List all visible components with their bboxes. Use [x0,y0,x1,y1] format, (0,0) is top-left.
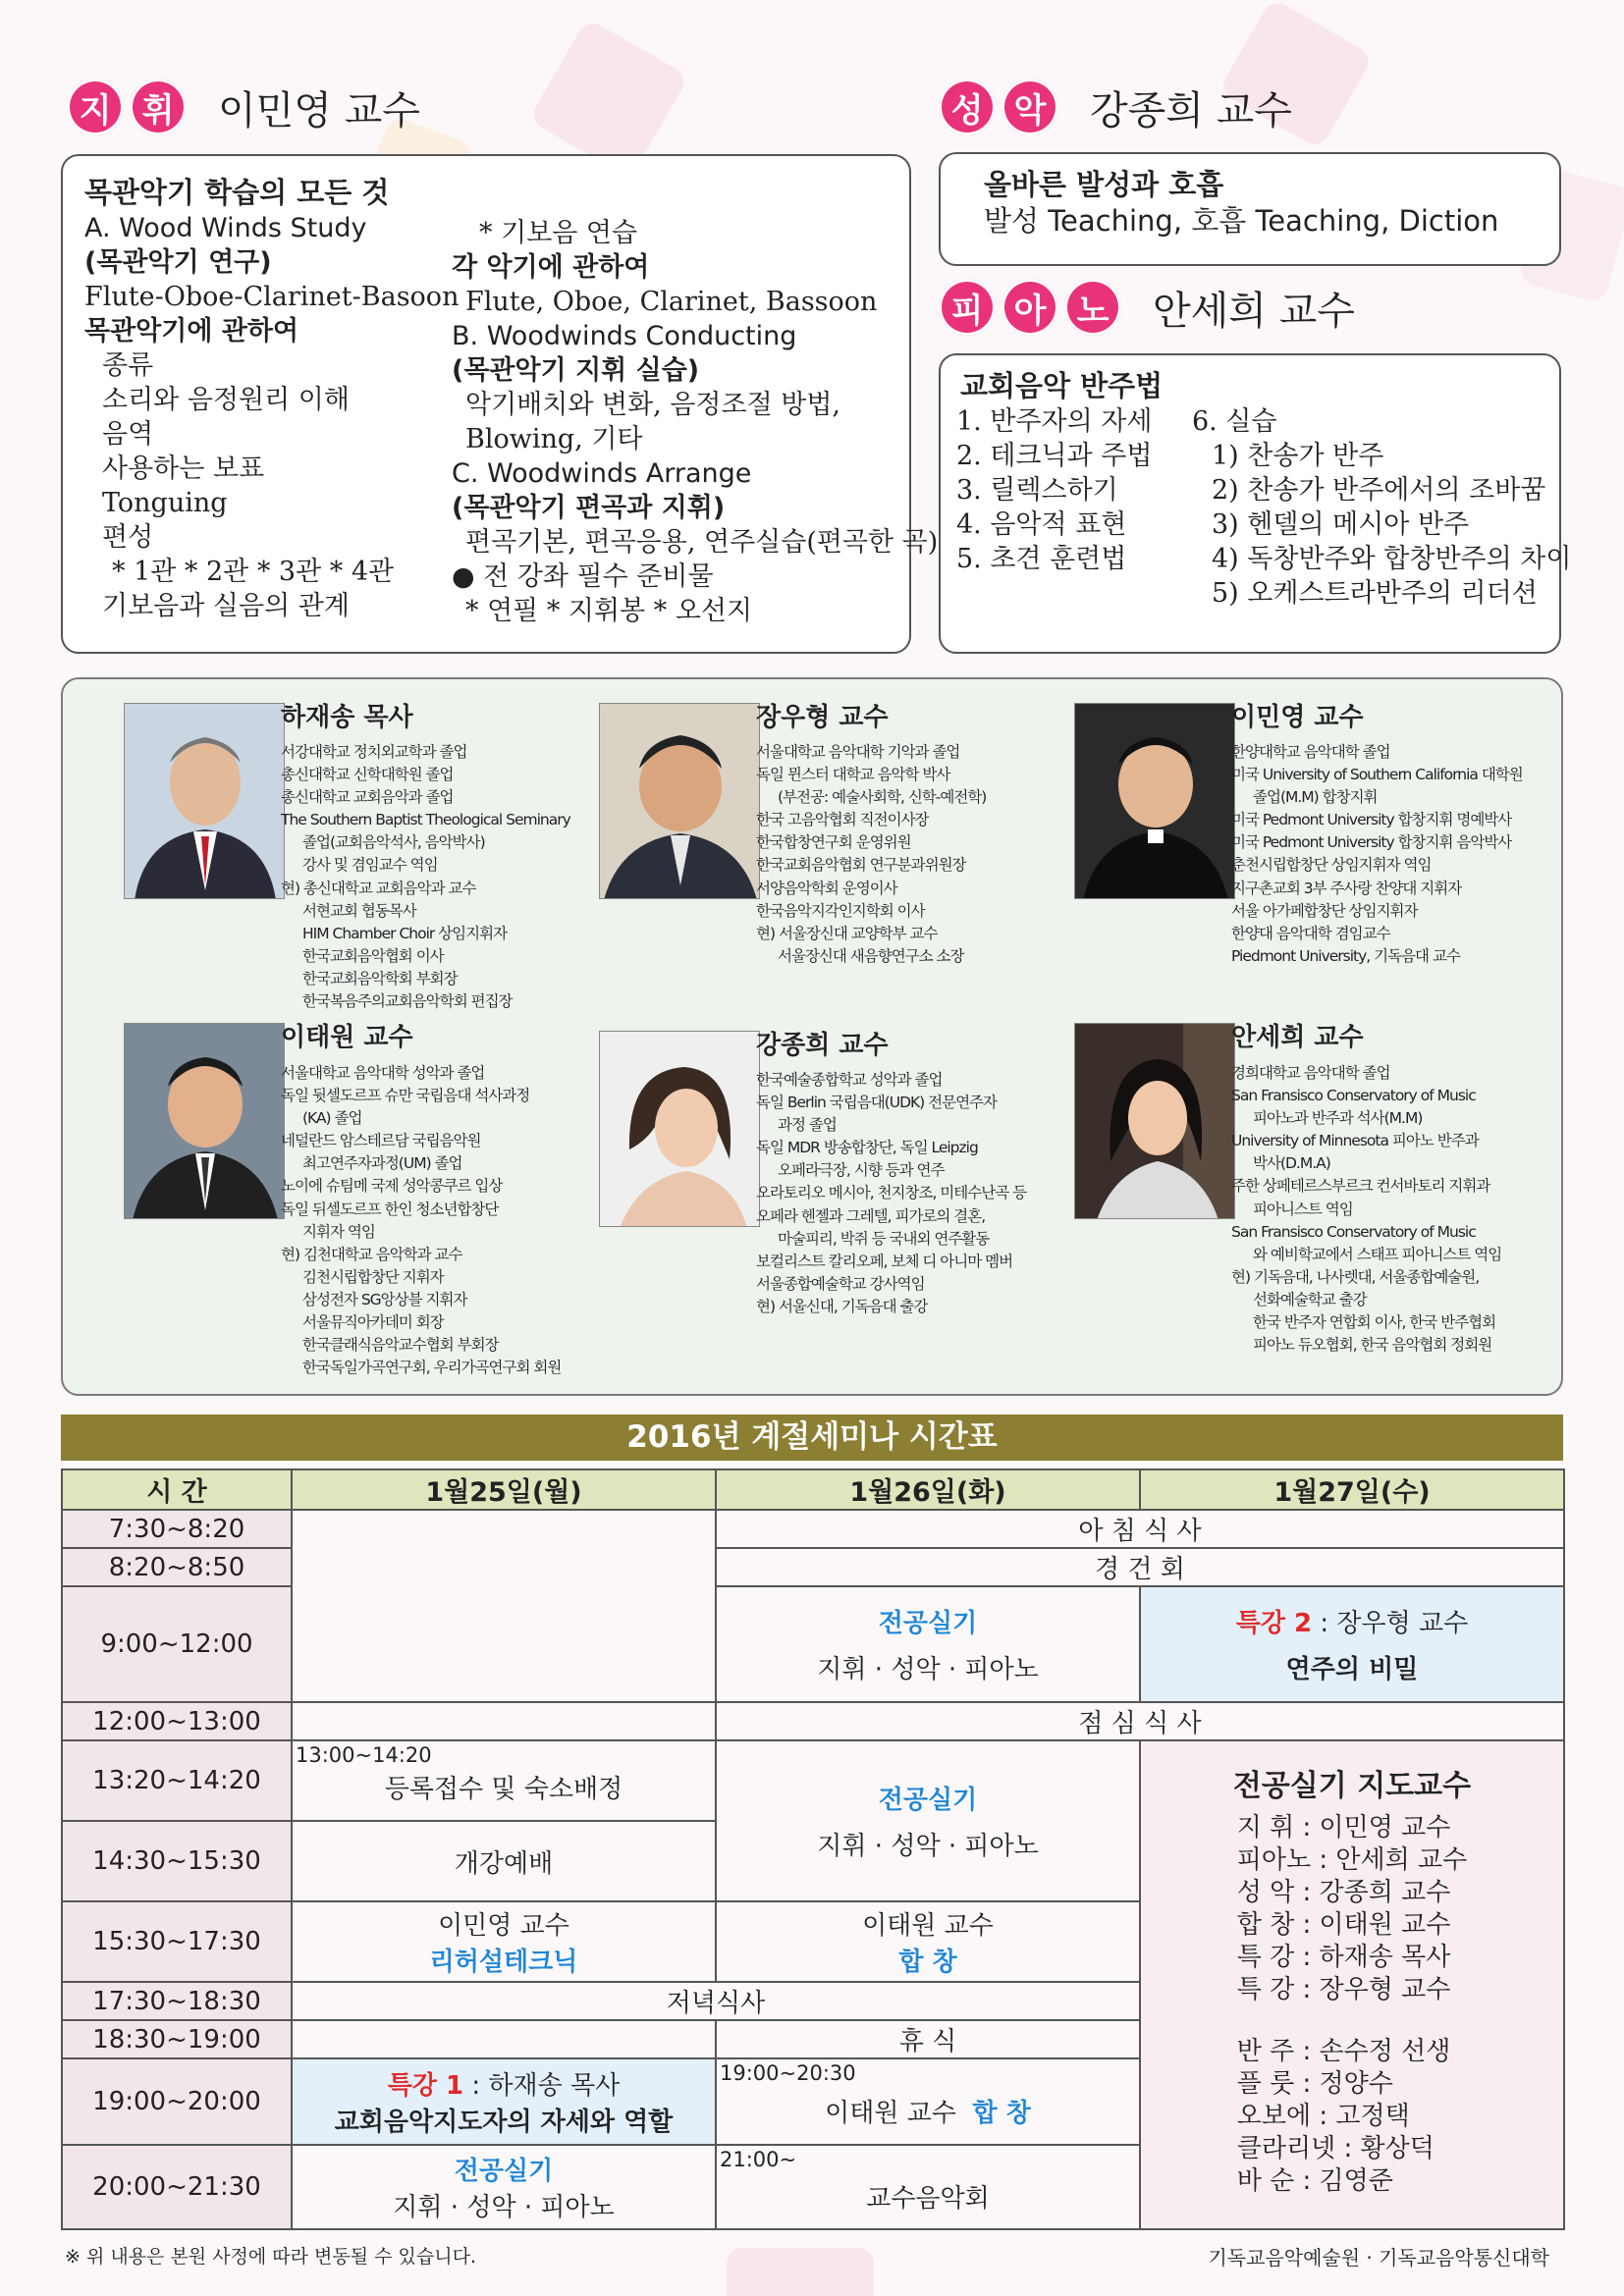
bio-line: 미국 University of Southern California 대학원 [1231,766,1523,784]
curriculum-line: Flute, Oboe, Clarinet, Bassoon [465,287,878,317]
piano-line: 5. 초견 훈련법 [956,544,1127,574]
header-char: 휘 [130,79,187,135]
rest-cell: 휴 식 [716,2020,1140,2058]
bio-line: 선화예술학교 출강 [1253,1290,1367,1308]
time-cell: 13:20~14:20 [62,1740,292,1821]
vocal-instructor: 강종희 교수 [1090,87,1292,133]
vocal-line: 발성 Teaching, 호흡 Teaching, Diction [984,204,1499,238]
faculty-list-title: 전공실기 지도교수 [1232,1769,1472,1803]
instructor-profiles [61,677,1563,1396]
bio-line: San Fransisco Conservatory of Music [1231,1087,1476,1105]
piano-line: 3. 릴렉스하기 [956,475,1118,506]
bio-line: 오페라극장, 시향 등과 연주 [778,1161,945,1180]
curriculum-line: (목관악기 연구) [84,247,272,278]
header-char: 지 [67,79,124,135]
opening-worship-cell: 개강예배 [292,1821,716,1901]
bio-line: 노이에 슈팀메 국제 성악콩쿠르 입상 [281,1177,503,1196]
column-header: 1월26일(화) [716,1469,1140,1510]
bio-line: 와 예비학교에서 스태프 피아니스트 역임 [1253,1245,1502,1263]
curriculum-line: Blowing, 기타 [465,424,643,454]
portrait-photo [124,703,285,899]
time-cell: 7:30~8:20 [62,1510,292,1548]
time-cell: 20:00~21:30 [62,2145,292,2229]
bio-line: 총신대학교 신학대학원 졸업 [281,766,454,784]
bio-line: 주한 상페테르스부르크 컨서바토리 지휘과 [1231,1177,1490,1196]
accompanist-item: 반 주 : 손수정 선생 [1236,2037,1451,2066]
profile-bio [1231,741,1523,968]
major-practice-label: 전공실기 [878,1609,978,1638]
bio-line: 미국 Pedmont University 합창지휘 음악박사 [1231,833,1512,852]
time-cell: 12:00~13:00 [62,1702,292,1740]
evening-choir-cell [716,2058,1140,2145]
bio-line: 총신대학교 교회음악과 졸업 [281,788,454,807]
bio-line: The Southern Baptist Theological Seminary [281,811,570,829]
curriculum-line: Flute-Oboe-Clarinet-Basoon [84,282,460,312]
piano-title: 교회음악 반주법 [960,369,1164,402]
profile-name: 강종희 교수 [756,1031,889,1060]
bio-line: 한국예술종합학교 성악과 졸업 [756,1071,943,1089]
bio-line: 서울 아가페합창단 상임지휘자 [1231,901,1418,920]
bio-line: 졸업(교회음악석사, 음악박사) [302,833,485,852]
bio-line: 지구촌교회 3부 주사랑 찬양대 지휘자 [1231,879,1462,897]
special-lecture-2-cell [1140,1586,1564,1702]
piano-instructor: 안세희 교수 [1153,288,1355,334]
registration-cell [292,1740,716,1821]
evening-choir-label: 합 창 [972,2098,1031,2128]
major-practice-cell [716,1586,1140,1702]
profile-bio [756,741,986,968]
empty-cell [292,2020,716,2058]
bio-line: Piedmont University, 기독음대 교수 [1231,946,1460,965]
piano-line: 2. 테크닉과 주법 [956,441,1153,471]
bio-line: 독일 뒷셀도르프 슈만 국립음대 석사과정 [281,1087,530,1105]
choir-instructor: 이태원 교수 [862,1911,994,1941]
bio-line: (KA) 졸업 [302,1109,362,1128]
portrait-photo [599,1031,760,1227]
header-char: 성 [939,79,996,135]
bio-line: 서울종합예술학교 강사역임 [756,1274,925,1293]
profile-bio [1231,1062,1501,1357]
special-lecture-1-cell [292,2058,716,2145]
accompanist-item: 플 룻 : 정양수 [1236,2069,1393,2099]
piano-line: 3) 헨델의 메시아 반주 [1212,509,1470,540]
faculty-item: 피아노 : 안세희 교수 [1236,1845,1468,1875]
rehearsal-instructor: 이민영 교수 [438,1911,569,1941]
bio-line: 오페라 헨젤과 그레텔, 피가로의 결혼, [756,1206,986,1225]
bio-line: 한국교회음악협회 연구분과위원장 [756,856,966,875]
bio-line: 한국복음주의교회음악학회 편집장 [302,992,513,1011]
conducting-header [67,79,420,135]
column-header: 시 간 [62,1469,292,1510]
piano-line: 6. 실습 [1192,406,1277,437]
registration-label: 등록접수 및 숙소배정 [384,1774,623,1804]
bio-line: 독일 MDR 방송합창단, 독일 Leipzig [756,1139,978,1157]
conducting-curriculum-box [61,154,939,654]
faculty-item: 합 창 : 이태원 교수 [1236,1910,1451,1940]
background-shape [727,2248,874,2296]
accompanist-item: 바 순 : 김영준 [1236,2166,1393,2196]
faculty-item: 지 휘 : 이민영 교수 [1236,1813,1451,1842]
time-cell: 15:30~17:30 [62,1901,292,1982]
bio-line: 피아니스트 역임 [1253,1200,1353,1218]
bio-line: 네덜란드 암스테르담 국립음악원 [281,1132,481,1150]
special1-label: 특강 1 [387,2071,464,2101]
bio-line: 보컬리스트 칼리오페, 보체 디 아니마 멤버 [756,1252,1013,1270]
portrait-photo [1074,1023,1235,1219]
vocal-header [939,79,1292,135]
bio-line: HIM Chamber Choir 상임지휘자 [302,924,508,942]
time-cell: 8:20~8:50 [62,1548,292,1586]
bio-line: 현) 서울신대, 기독음대 출강 [756,1297,928,1315]
piano-line: 1) 찬송가 반주 [1212,441,1384,471]
bio-line: 서강대학교 정치외교학과 졸업 [281,743,467,761]
curriculum-line: 편곡기본, 편곡응용, 연주실습(편곡한 곡) [465,527,939,558]
curriculum-line: * 기보음 연습 [479,218,638,248]
bio-line: (부전공: 예술사회학, 신학-예전학) [778,788,987,807]
bio-line: 서울뮤직아카데미 회장 [302,1313,444,1332]
bio-line: 김천시립합창단 지휘자 [302,1267,444,1286]
bio-line: 한양대 음악대학 겸임교수 [1231,924,1390,942]
bio-line: 한국교회음악학회 부회장 [302,969,458,988]
bio-line: 강사 및 겸임교수 역임 [302,856,438,875]
bio-line: 춘천시립합창단 상임지휘자 역임 [1231,856,1432,875]
faculty-item: 특 강 : 장우형 교수 [1236,1975,1451,2004]
bio-line: 최고연주자과정(UM) 졸업 [302,1154,462,1173]
portrait-photo [599,703,760,899]
bio-line: 독일 뒤셀도르프 한인 청소년합창단 [281,1200,499,1218]
table-row [62,1586,1564,1702]
special2-topic: 연주의 비밀 [1285,1655,1419,1684]
curriculum-line: 각 악기에 관하여 [452,252,650,283]
header-char: 악 [1001,79,1058,135]
faculty-concert-cell [716,2145,1140,2229]
vocal-curriculum-box [939,152,1561,266]
bio-line: 지휘자 역임 [302,1222,375,1241]
piano-header [939,279,1355,336]
bio-line: 독일 Berlin 국립음대(UDK) 전문연주자 [756,1094,998,1112]
time-cell: 17:30~18:30 [62,1982,292,2020]
vocal-line: 올바른 발성과 호흡 [984,168,1224,201]
bio-line: 한국합창연구회 운영위원 [756,833,911,852]
devotion-cell: 경 건 회 [716,1548,1564,1586]
curriculum-line: 사용하는 보표 [102,454,265,484]
header-char: 노 [1064,279,1121,336]
registration-time: 13:00~14:20 [296,1743,432,1767]
bio-line: 미국 Pedmont University 합창지휘 명예박사 [1231,811,1512,829]
column-header: 1월25일(월) [292,1469,716,1510]
time-cell: 19:00~20:00 [62,2058,292,2145]
bio-line: 서울대학교 음악대학 기악과 졸업 [756,743,960,761]
curriculum-line: 기보음과 실음의 관계 [102,591,350,621]
curriculum-line: (목관악기 지휘 실습) [452,355,700,386]
bio-line: 현) 김천대학교 음악학과 교수 [281,1245,462,1263]
bio-line: 마술피리, 박쥐 등 국내외 연주활동 [778,1229,990,1248]
curriculum-line: 목관악기에 관하여 [84,316,299,347]
curriculum-line: 악기배치와 변화, 음정조절 방법, [465,390,840,420]
table-row [62,1510,1564,1548]
bio-line: 한국교회음악협회 이사 [302,946,444,965]
accompanist-item: 클라리넷 : 황상덕 [1236,2134,1435,2163]
curriculum-title: 목관악기 학습의 모든 것 [84,176,390,209]
curriculum-line: * 연필 * 지휘봉 * 오선지 [465,596,753,626]
bio-line: University of Minnesota 피아노 반주과 [1231,1132,1479,1150]
table-row [62,1548,1564,1586]
major-practice-sub: 지휘 · 성악 · 피아노 [817,1655,1039,1684]
special2-instructor: : 장우형 교수 [1312,1609,1469,1638]
profile-name: 이태원 교수 [281,1023,413,1052]
bio-line: 한국 반주자 연합회 이사, 한국 반주협회 [1253,1313,1496,1332]
evening-choir-time: 19:00~20:30 [720,2061,856,2085]
bio-line: 현) 서울장신대 교양학부 교수 [756,924,938,942]
piano-line: 4) 독창반주와 합창반주의 차이 [1212,544,1572,574]
header-char: 피 [939,279,996,336]
bio-line: 박사(D.M.A) [1253,1154,1330,1173]
profile-name: 안세희 교수 [1231,1023,1364,1052]
curriculum-line: ● 전 강좌 필수 준비물 [452,561,714,592]
table-row [62,1702,1564,1740]
profile-name: 이민영 교수 [1231,703,1364,732]
bio-line: 삼성전자 SG앙상블 지휘자 [302,1290,467,1308]
curriculum-line: C. Woodwinds Arrange [452,458,752,489]
bio-line: 한국음악지각인지학회 이사 [756,901,925,920]
empty-cell [292,1702,716,1740]
schedule-table [61,1468,1565,2230]
profile-bio [756,1069,1026,1318]
breakfast-cell: 아 침 식 사 [716,1510,1564,1548]
curriculum-line: 소리와 음정원리 이해 [102,385,350,415]
curriculum-line: * 1관 * 2관 * 3관 * 4관 [112,557,395,587]
faculty-item: 특 강 : 하재송 목사 [1236,1943,1451,1972]
bio-line: 피아노 듀오협회, 한국 음악협회 정회원 [1253,1336,1492,1355]
piano-line: 5) 오케스트라반주의 리더션 [1212,578,1538,609]
bio-line: 한양대학교 음악대학 졸업 [1231,743,1390,761]
header-char: 아 [1001,279,1058,336]
rehearsal-cell [292,1901,716,1982]
faculty-list-cell [1140,1740,1564,2229]
accompanist-item: 오보에 : 고정택 [1236,2102,1410,2131]
piano-line: 4. 음악적 표현 [956,509,1127,540]
curriculum-line: Tonguing [102,488,228,518]
footer-note: ※ 위 내용은 본원 사정에 따라 변동될 수 있습니다. [65,2246,477,2268]
bio-line: 서울장신대 새음향연구소 소장 [778,946,964,965]
choir-label: 합 창 [898,1948,957,1977]
piano-line: 1. 반주자의 자세 [956,406,1153,437]
faculty-list [1237,1812,1467,2198]
curriculum-line: 편성 [102,522,154,553]
curriculum-line: (목관악기 편곡과 지휘) [452,493,726,523]
major-practice-label: 전공실기 [878,1786,978,1815]
portrait-photo [124,1023,285,1219]
conducting-instructor: 이민영 교수 [218,87,420,133]
bio-line: 한국독일가곡연구회, 우리가곡연구회 회원 [302,1359,562,1377]
bio-line: 한국 고음악협회 직전이사장 [756,811,929,829]
special2-label: 특강 2 [1235,1609,1313,1638]
time-cell: 9:00~12:00 [62,1586,292,1702]
time-cell: 18:30~19:00 [62,2020,292,2058]
profile-bio [281,1062,561,1379]
curriculum-line: 종류 [102,350,154,381]
bio-line: 서현교회 협동목사 [302,901,416,920]
curriculum-line: A. Wood Winds Study [84,213,367,243]
evening-choir-instructor: 이태원 교수 [825,2098,957,2128]
bio-line: 오라토리오 메시아, 천지창조, 미테수난곡 등 [756,1184,1027,1202]
bio-line: 서울대학교 음악대학 성악과 졸업 [281,1064,485,1082]
time-cell: 14:30~15:30 [62,1821,292,1901]
major-practice-cell [292,2145,716,2229]
column-header: 1월27일(수) [1140,1469,1564,1510]
bio-line: 과정 졸업 [778,1116,837,1135]
profile-name: 장우형 교수 [756,703,889,732]
schedule-title: 2016년 계절세미나 시간표 [61,1415,1563,1461]
bio-line: 현) 기독음대, 나사렛대, 서울종합예술원, [1231,1267,1480,1286]
profile-name: 하재송 목사 [281,703,413,732]
lunch-cell: 점 심 식 사 [716,1702,1564,1740]
bio-line: 한국클래식음악교수협회 부회장 [302,1336,499,1355]
empty-cell [292,1510,716,1702]
major-practice-sub: 지휘 · 성악 · 피아노 [817,1832,1039,1861]
bio-line: 서양음악학회 운영이사 [756,879,897,897]
bio-line: 졸업(M.M) 합창지휘 [1253,788,1378,807]
bio-line: 경희대학교 음악대학 졸업 [1231,1064,1390,1082]
portrait-photo [1074,703,1235,899]
choir-cell [716,1901,1140,1982]
faculty-item: 성 악 : 강종희 교수 [1236,1878,1451,1907]
curriculum-line: 음역 [102,419,154,450]
major-practice-label: 전공실기 [454,2157,554,2186]
special1-instructor: : 하재송 목사 [463,2071,621,2101]
special1-topic: 교회음악지도자의 자세와 역할 [334,2108,674,2137]
bio-line: 독일 뮌스터 대학교 음악학 박사 [756,766,950,784]
bio-line: 현) 총신대학교 교회음악과 교수 [281,879,476,897]
major-practice-sub: 지휘 · 성악 · 피아노 [393,2193,615,2222]
profile-bio [281,741,570,1013]
curriculum-line: B. Woodwinds Conducting [452,321,797,351]
table-row [62,1740,1564,1821]
concert-time: 21:00~ [720,2148,797,2171]
footer-organization: 기독교음악예술원 · 기독교음악통신대학 [1208,2246,1549,2269]
bio-line: San Fransisco Conservatory of Music [1231,1222,1476,1241]
bio-line: 피아노과 반주과 석사(M.M) [1253,1109,1423,1128]
major-practice-cell [716,1740,1140,1901]
rehearsal-label: 리허설테크닉 [429,1948,578,1977]
concert-label: 교수음악회 [866,2183,990,2214]
dinner-cell: 저녁식사 [292,1982,1140,2020]
piano-line: 2) 찬송가 반주에서의 조바꿈 [1212,475,1546,506]
piano-curriculum-box [939,353,1572,654]
table-header-row [62,1469,1564,1510]
